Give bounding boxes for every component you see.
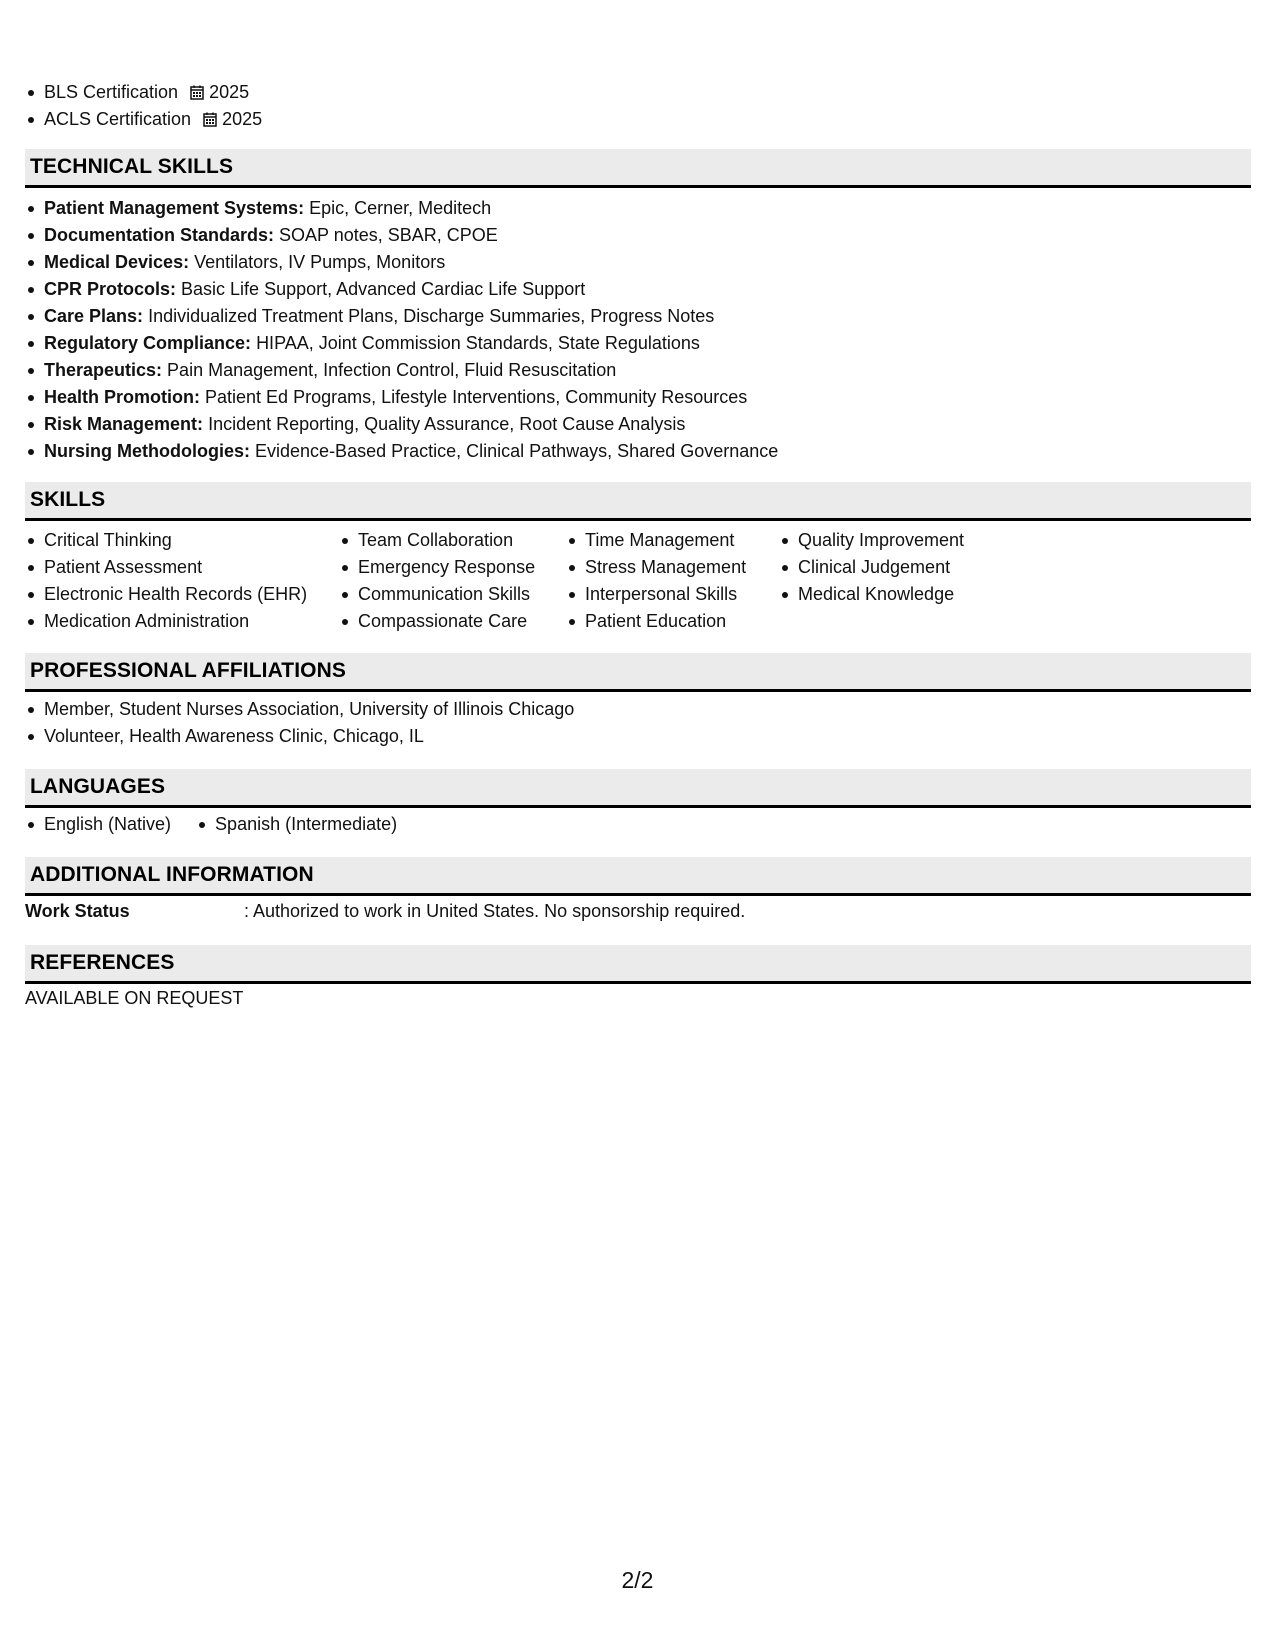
calendar-icon [203,108,217,123]
list-item: Critical Thinking [25,527,339,554]
list-item [25,249,778,276]
skill-category-value: Epic, Cerner, Meditech [309,198,492,218]
skills-column [339,527,566,635]
skill-category-label: Patient Management Systems: [44,198,305,218]
list-item: Interpersonal Skills [566,581,779,608]
certification-name: ACLS Certification [44,109,192,129]
skill-category-value: HIPAA, Joint Commission Standards, State Regulations [256,333,700,353]
list-item: Medical Knowledge [779,581,1039,608]
list-item: English (Native) [25,811,171,838]
list-item: Stress Management [566,554,779,581]
certification-name: BLS Certification [44,82,179,102]
section-title: LANGUAGES [30,775,166,798]
list-item: Clinical Judgement [779,554,1039,581]
skill-category-label: Care Plans: [44,306,144,326]
section-title: ADDITIONAL INFORMATION [30,863,314,886]
section-header-languages [25,769,1251,808]
list-item: Compassionate Care [339,608,566,635]
calendar-icon [190,81,204,96]
section-header-references [25,945,1251,984]
affiliations-list [25,696,574,750]
list-item: Time Management [566,527,779,554]
skill-category-value: SOAP notes, SBAR, CPOE [279,225,498,245]
list-item [25,276,778,303]
certification-list [25,79,262,133]
list-item [25,384,778,411]
section-header-additional-information [25,857,1251,896]
list-item: Patient Assessment [25,554,339,581]
skills-column [25,527,339,635]
certification-item [25,106,262,133]
skill-category-value: Incident Reporting, Quality Assurance, Root Cause Analysis [208,414,686,434]
list-item [25,195,778,222]
list-item: Communication Skills [339,581,566,608]
section-title: TECHNICAL SKILLS [30,155,234,178]
skill-category-label: Medical Devices: [44,252,190,272]
skill-category-value: Ventilators, IV Pumps, Monitors [194,252,446,272]
section-title: PROFESSIONAL AFFILIATIONS [30,659,346,682]
page-number: 2/2 [621,1567,654,1593]
skill-category-value: Pain Management, Infection Control, Fluid Resuscitation [167,360,617,380]
certification-item [25,79,262,106]
skill-category-label: Regulatory Compliance: [44,333,252,353]
section-title: REFERENCES [30,951,175,974]
section-header-skills [25,482,1251,521]
list-item: Electronic Health Records (EHR) [25,581,339,608]
list-item: Team Collaboration [339,527,566,554]
list-item: Emergency Response [339,554,566,581]
list-item: Spanish (Intermediate) [196,811,397,838]
work-status-label: Work Status [25,901,130,921]
section-header-technical-skills [25,149,1251,188]
skill-category-value: Basic Life Support, Advanced Cardiac Life Support [181,279,586,299]
section-title: SKILLS [30,488,106,511]
work-status-row [25,898,745,925]
skill-category-label: Health Promotion: [44,387,200,407]
technical-skills-list [25,195,778,465]
list-item [25,411,778,438]
skill-category-label: Documentation Standards: [44,225,275,245]
skill-category-label: Therapeutics: [44,360,163,380]
certification-year: 2025 [222,109,263,129]
skill-category-label: CPR Protocols: [44,279,177,299]
list-item: Medication Administration [25,608,339,635]
list-item [25,438,778,465]
list-item: Patient Education [566,608,779,635]
work-status-value: : Authorized to work in United States. No sponsorship required. [244,901,746,921]
certification-year: 2025 [209,82,250,102]
list-item: Volunteer, Health Awareness Clinic, Chicago, IL [25,723,574,750]
list-item [25,222,778,249]
list-item: Quality Improvement [779,527,1039,554]
skills-column [779,527,1039,635]
references-text: AVAILABLE ON REQUEST [25,988,244,1008]
skill-category-label: Nursing Methodologies: [44,441,250,461]
skill-category-value: Evidence-Based Practice, Clinical Pathways, Shared Governance [255,441,779,461]
list-item [25,357,778,384]
section-header-affiliations [25,653,1251,692]
list-item: Member, Student Nurses Association, University of Illinois Chicago [25,696,574,723]
list-item [25,303,778,330]
skill-category-value: Individualized Treatment Plans, Discharge Summaries, Progress Notes [148,306,715,326]
list-item [25,330,778,357]
skill-category-label: Risk Management: [44,414,204,434]
languages-list [25,811,422,838]
skill-category-value: Patient Ed Programs, Lifestyle Interventions, Community Resources [205,387,748,407]
skills-column [566,527,779,635]
skills-grid [25,527,1039,635]
